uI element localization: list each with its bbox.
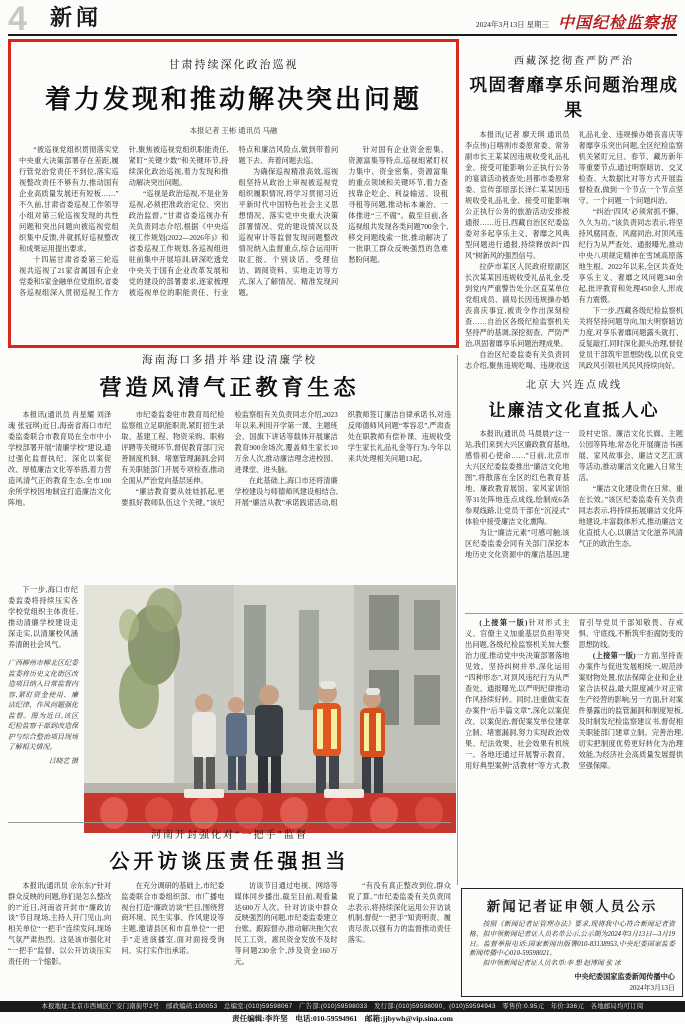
gansu-paragraph: 为确保巡视精准高效,巡视组坚持从政治上审视被巡视党组织履职情况,将学习贯彻习近平新时代中国特色社会主义思想情况、落实党中央重大决策部署情况、党的建设情况以及巡视审计等监督发现问题整改情况纳入监督重点,综合运用听取汇报、个别谈话、受理信访、调阅资料、实地走访等方式,深入了解情况、精准发现问题。 bbox=[238, 168, 339, 297]
kaifeng-headline: 公开访谈压责任强担当 bbox=[109, 851, 350, 873]
section-divider bbox=[8, 822, 451, 823]
haikou-body bbox=[8, 410, 451, 588]
section-divider bbox=[465, 613, 683, 614]
footer-info-bar: 本报地址:北京市西城区广安门南街甲2号 邮政编码:100053 总编室:(010)59598067 广告部:(010)59598033 发行部:(010)59598090、(010)59594943 零售价:0.95元 年价:336元 各地邮局均可订阅 bbox=[0, 1001, 685, 1012]
daxing-paragraph: 为让“廉洁元素”可感可触,该区纪委监委会同有关部门深挖本地历史文化资源中的廉洁基因,建设村史馆、廉洁文化长廊、主题公园等阵地,常态化开展廉洁书画展、家风故事会、廉洁文艺汇演等活动,推动廉洁文化融入日常生活。 bbox=[465, 430, 683, 559]
gansu-paragraph: “被巡视党组织贯彻落实党中央重大决策部署存在差距,履行管党治党责任不到位,落实巡视整改责任不够有力,推动国有企业高质量发展还有短板……”不久前,甘肃省委巡视工作领导小组对第三轮巡视发现的共性问题和突出问题向被巡视党组织集中反馈,并就抓好巡视整改和成果运用提出要求。 bbox=[19, 146, 119, 253]
haikou-left-column bbox=[8, 585, 78, 835]
jump-text: 针对形式主义、官僚主义加重基层负担等突出问题,各级纪检监察机关加大整治力度,推动党中央决策部署落地见效。坚持纠树并举,深化运用“四种形态”,对顶风违纪行为从严查处、通报曝光,以严明纪律推动作风持续好转。同时,注重做实查办案件“后半篇文章”,深化以案促改、以案促治,督促案发单位建章立制、堵塞漏洞,努力实现政治效果、纪法效果、社会效果有机统一。各地还通过开展警示教育、用好典型案例“活教材”等方式,教育引导党员干部知敬畏、存戒惧、守底线,不断筑牢拒腐防变的思想防线。 bbox=[465, 619, 683, 770]
kaifeng-kicker: 河南开封强化对“一把手”监督 bbox=[151, 830, 308, 841]
gansu-paragraph: 针对国有企业资金密集、资源富集等特点,巡视组紧盯权力集中、资金密集、资源富集的重点领域和关键环节,着力查找靠企吃企、利益输送、设租寻租等问题,推动标本兼治、一体推进“三不腐”。截至目前,各巡视组共发现各类问题700余个,移交问题线索一批,推动解决了一批职工群众反映强烈的急难愁盼问题。 bbox=[348, 146, 448, 264]
kaifeng-paragraph: 本报讯(通讯员 佘东东)“针对群众反映的问题,你们是怎么整改的?”近日,河南省开封市“廉政访谈”节目现场,主持人开门见山,向相关单位“一把手”连续发问,现场气氛严肃热烈。这是该市强化对“一把手”监督、以公开访谈压实责任的一个缩影。 bbox=[8, 882, 112, 966]
article-tibet bbox=[465, 52, 683, 392]
haikou-headline: 营造风清气正教育生态 bbox=[99, 375, 360, 400]
notice-date: 2024年3月13日 bbox=[629, 983, 675, 992]
gansu-paragraph: 十四届甘肃省委第三轮巡视共巡视了21家省属国有企业党委和5家金融单位党组织,省委各巡视组深入贯彻巡视工作方针,聚焦被巡视党组织职能责任,紧盯“关键少数”和关键环节,持续深化政治巡视,着力发现和推动解决突出问题。 bbox=[19, 146, 229, 297]
jump-paragraph bbox=[579, 651, 684, 772]
daxing-paragraph: “廉洁文化建设贵在日常、重在长效。”该区纪委监委有关负责同志表示,将持续拓展廉洁文化阵地建设,丰富载体形式,推动廉洁文化直抵人心,以廉洁文化滋养风清气正的政治生态。 bbox=[578, 485, 683, 548]
tibet-paragraph: “纠治‘四风’必须常抓不懈、久久为功。”该负责同志表示,将坚持风腐同查、风腐同治,对顶风违纪行为从严查处、通报曝光,推动中央八项规定精神在雪域高原落地生根。2022年以来,全区共查处享乐主义、奢靡之风问题340余起,批评教育和处理450余人,形成有力震慑。 bbox=[578, 208, 683, 304]
daxing-headline: 让廉洁文化直抵人心 bbox=[488, 401, 660, 420]
haikou-paragraph: 本报讯(通讯员 肖星耀 刘泽魂 张冠琪)近日,海南省海口市纪委监委联合市教育局在全市中小学校部署开展“清廉学校”建设,通过强化监督执纪、深化以案促改、厚植廉洁文化等举措,着力营造风清气正的教育生态,全市100余所学校因地制宜打造廉洁文化阵地。 bbox=[8, 411, 112, 507]
kaifeng-paragraph: 访谈节目通过电视、网络等媒体同步播出,截至目前,观看量达600万人次。针对访谈中群众反映强烈的问题,市纪委监委建立台账、跟踪督办,推动解决拖欠农民工工资、惠民资金发放不及时等问题230余个,涉及资金160万元。 bbox=[234, 882, 338, 966]
column-divider bbox=[457, 355, 458, 885]
tibet-paragraph: 自治区纪委监委有关负责同志介绍,聚焦违规吃喝、违规收送礼品礼金、违规操办婚丧喜庆等奢靡享乐突出问题,全区纪检监察机关紧盯元旦、春节、藏历新年等重要节点,通过明察暗访、交叉检查、大数据比对等方式开展监督检查,做到一个节点一个节点坚守、一个问题一个问题纠治。 bbox=[465, 131, 683, 370]
editor-contact-line: 责任编辑:李许坚 电话:010-59594961 邮箱:jjbywh@vip.sina.com bbox=[232, 1014, 453, 1023]
photo-credit: 吕晓艺 摄 bbox=[48, 757, 78, 765]
tibet-paragraph: 拉萨市某区人民政府原副区长次某某因违规收受礼品礼金,受到党内严重警告处分;区直某单位党组成员、副局长因违规操办婚丧喜庆事宜,被责令作出深刻检查……自治区各级纪检监察机关坚持严的基调,深挖彻查、严防严治,巩固奢靡享乐问题治理成果。 bbox=[465, 263, 570, 348]
tibet-body bbox=[465, 130, 683, 392]
notice-signer: 中央纪委国家监委新闻传播中心 bbox=[574, 972, 675, 981]
tibet-paragraph: 本报讯(记者 廖天琪 通讯员 李点伟)日喀则市委原常委、常务副市长王某某因违规收受礼品礼金、接受可能影响公正执行公务的宴请活动被查处;昌都市委原常委、宣传部原部长泽仁某某因违规收受礼品礼金、接受可能影响公正执行公务的旅游活动安排被通报……近日,西藏自治区纪委监委对多起享乐主义、奢靡之风典型问题进行通报,持续释放纠“四风”树新风的强烈信号。 bbox=[465, 131, 570, 260]
haikou-photo-row bbox=[8, 585, 451, 835]
photo-caption bbox=[8, 659, 78, 767]
caption-text: 广西柳州市柳北区纪委监委将历史文化街区改造项目纳入日常监督内容,紧盯资金使用、廉洁纪律、作风问题强化监督。图为近日,该区纪检监察干部到改造保护与综合整治项目现场了解相关情况。 bbox=[8, 660, 78, 751]
jump-lead: (上接第一版) bbox=[592, 652, 636, 660]
article-gansu-highlight-box bbox=[8, 39, 459, 348]
tibet-paragraph: 下一步,西藏各级纪检监察机关将坚持问题导向,加大明察暗访力度,对享乐奢靡问题露头就打、反复敲打,同时深化源头治理,督促党员干部筑牢思想防线,以优良党风政风引领社风民风持续向好。 bbox=[578, 307, 683, 370]
gansu-headline: 着力发现和推动解决突出问题 bbox=[44, 84, 422, 114]
page-header bbox=[8, 2, 677, 36]
tibet-headline: 巩固奢靡享乐问题治理成果 bbox=[469, 75, 679, 120]
haikou-continuation: 下一步,海口市纪委监委将持续压实各学校党组织主体责任,推动清廉学校建设走深走实,以清廉校风涵养清朗社会风气。 bbox=[8, 586, 78, 649]
daxing-kicker: 北京大兴连点成线 bbox=[526, 380, 622, 391]
notice-paragraph: 拟申领新闻记者证人员名单:李 想 赵博闻 张 冰 bbox=[482, 960, 621, 968]
notice-paragraph: 按照《新闻记者证管理办法》要求,现将我中心符合新闻记者资格、拟申领新闻记者证人员名单公示,公示期为2024年3月13日—3月19日。监督举报电话:国家新闻出版署010-83138953,中央纪委国家监委新闻传播中心010-59598021。 bbox=[469, 921, 675, 958]
jump-continuations bbox=[465, 618, 683, 882]
jump-lead: (上接第一版) bbox=[479, 619, 528, 627]
article-kaifeng bbox=[8, 826, 451, 985]
jump-text: 一方面,坚持查办案件与促进发展相统一,规范涉案财物处置,依法保障企业和企业家合法权益,最大限度减少对正常生产经营的影响;另一方面,针对案件暴露出的监管漏洞和制度短板,及时制发纪检监察建议书,督促相关职能部门建章立制、完善治理,切实把制度优势更好转化为治理效能,为经济社会高质量发展提供坚强保障。 bbox=[578, 652, 683, 770]
photo-illustration bbox=[84, 585, 456, 833]
article-haikou bbox=[8, 352, 451, 588]
section-title: 新闻 bbox=[50, 5, 103, 30]
page-number: 4 bbox=[8, 0, 27, 38]
masthead-logo: 中国纪检监察报 bbox=[557, 15, 677, 32]
haikou-paragraph: 在此基础上,海口市还将清廉学校建设与师德师风建设相结合,开展“廉洁从教”承诺践诺活动,组织教师签订廉洁自律承诺书,对违反师德师风问题“零容忍”,严肃查处在职教师有偿补课、违规收受学生家长礼品礼金等行为,今年以来共处理相关问题13起。 bbox=[234, 411, 451, 507]
gansu-paragraph: “巡视是政治巡视,不是业务巡视,必须把准政治定位、突出政治监督。”甘肃省委巡视办有关负责同志介绍,根据《中央巡视工作规划(2022—2026年)》和省委巡视工作规划,各巡视组进驻前集中开展培训,研深吃透党中央关于国有企业改革发展和党的建设的部署要求,逐家梳理被巡视单位的职能责任、行业特点和廉洁风险点,做到带着问题下去、奔着问题去巡。 bbox=[128, 146, 339, 297]
dateline: 2024年3月13日 星期三 bbox=[475, 20, 549, 29]
haikou-paragraph: 市纪委监委驻市教育局纪检监察组立足职能职责,紧盯招生录取、基建工程、物资采购、职称评聘等关键环节,督促教育部门完善制度机制、堵塞管理漏洞,会同有关职能部门开展专项检查,推动全面从严治党向基层延伸。 bbox=[121, 411, 225, 485]
gansu-body bbox=[19, 145, 448, 353]
tibet-kicker: 西藏深挖彻查严防严治 bbox=[514, 56, 634, 67]
haikou-paragraph: “廉洁教育要从娃娃抓起,更要抓好教师队伍这个关键。”该纪检监察组有关负责同志介绍,2023年以来,利用开学第一课、主题班会、国旗下讲话等载体开展廉洁教育900余场次,覆盖师生家长10万余人次,推动廉洁理念进校园、进课堂、进头脑。 bbox=[121, 411, 338, 507]
kaifeng-paragraph: 在充分调研的基础上,市纪委监委联合市委组织部、市广播电视台打造“廉政访谈”栏目,围绕营商环境、民生实事、作风建设等主题,邀请县区和市直单位“一把手”走进演播室,面对面接受询问、实打实作出承诺。 bbox=[121, 882, 225, 955]
gansu-kicker: 甘肃持续深化政治巡视 bbox=[168, 59, 299, 71]
daxing-paragraph: 本报讯(通讯员 马晨晨)“这一站,我们来到大兴区廉政教育基地,感悟初心使命……”日前,北京市大兴区纪委监委推出“廉洁文化地图”,将散落在全区的红色教育基地、廉政教育展馆、家风家训馆等31处阵地连点成线,绘制成6条参观线路,让党员干部在“沉浸式”体验中接受廉洁文化熏陶。 bbox=[465, 430, 570, 526]
article-daxing bbox=[465, 376, 683, 617]
haikou-kicker: 海南海口多措并举建设清廉学校 bbox=[142, 355, 317, 366]
notice-body bbox=[469, 920, 675, 969]
daxing-body bbox=[465, 429, 683, 617]
gansu-byline: 本报记者 王彬 通讯员 马融 bbox=[189, 126, 278, 135]
notice-title: 新闻记者证申领人员公示 bbox=[486, 899, 658, 914]
press-card-notice-box bbox=[461, 888, 683, 997]
kaifeng-paragraph: “有没有真正整改到位,群众说了算。”市纪委监委有关负责同志表示,将持续深化运用公开访谈机制,督促“一把手”知责明责、履责尽责,以强有力的监督推动责任落实。 bbox=[347, 882, 451, 944]
news-photo bbox=[84, 585, 456, 833]
kaifeng-body bbox=[8, 881, 451, 985]
